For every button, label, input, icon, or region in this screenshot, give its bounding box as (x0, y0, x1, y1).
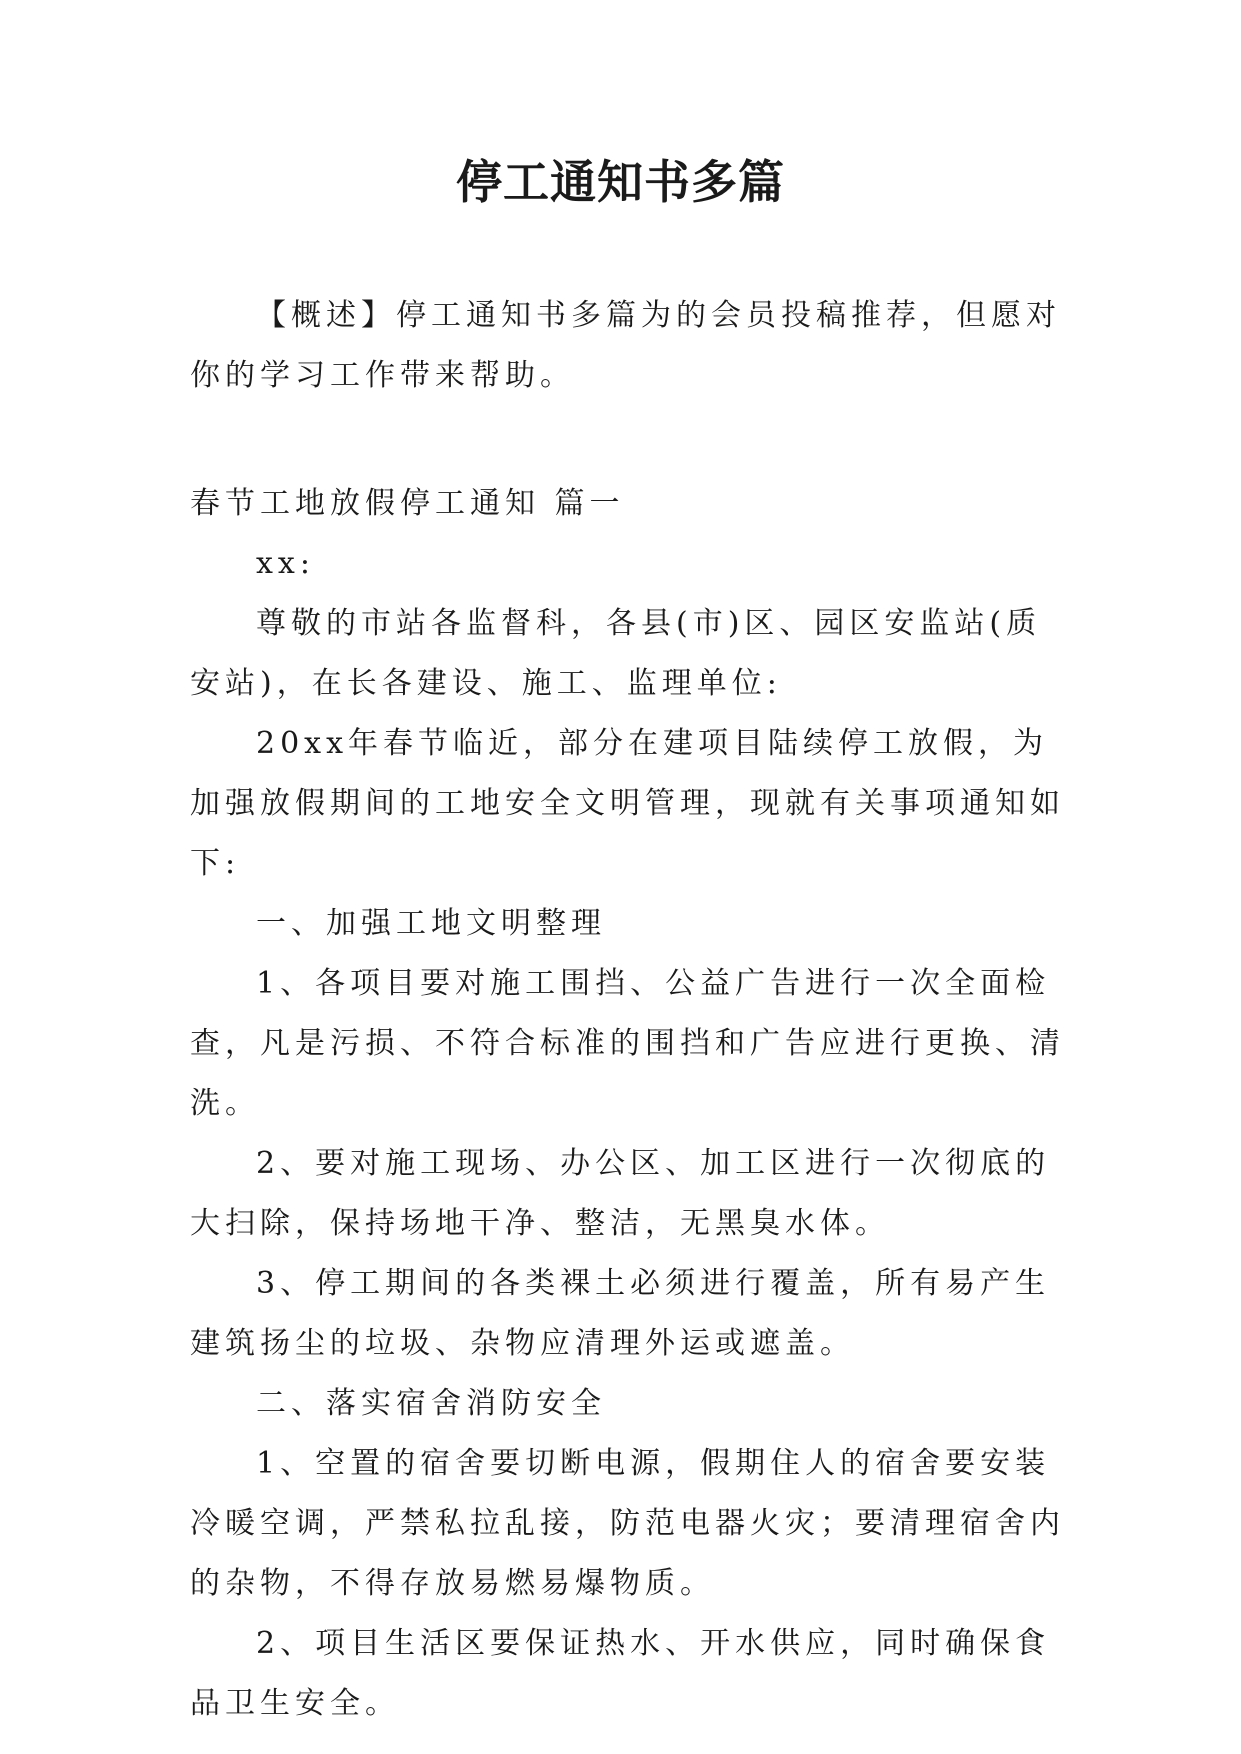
subheading-2: 二、落实宿舍消防安全 (256, 1386, 606, 1421)
item-paragraph: 2、项目生活区要保证热水、开水供应，同时确保食品卫生安全。 (190, 1626, 1051, 1721)
document-body (190, 286, 1070, 1734)
item-paragraph: 2、要对施工现场、办公区、加工区进行一次彻底的大扫除，保持场地干净、整洁，无黑臭水体。 (190, 1146, 1051, 1241)
summary-paragraph: 【概述】停工通知书多篇为的会员投稿推荐，但愿对你的学习工作带来帮助。 (190, 298, 1061, 393)
subheading-1: 一、加强工地文明整理 (256, 906, 606, 941)
addressee-paragraph: 尊敬的市站各监督科，各县(市)区、园区安监站(质安站)，在长各建设、施工、监理单位: (190, 606, 1042, 701)
salutation: xx: (256, 546, 315, 581)
section-heading: 春节工地放假停工通知 篇一 (190, 486, 625, 521)
item-paragraph: 3、停工期间的各类裸土必须进行覆盖，所有易产生建筑扬尘的垃圾、杂物应清理外运或遮盖。 (190, 1266, 1051, 1361)
item-paragraph: 1、各项目要对施工围挡、公益广告进行一次全面检查，凡是污损、不符合标准的围挡和广告应进行更换、清洗。 (190, 966, 1065, 1121)
item-paragraph: 1、空置的宿舍要切断电源，假期住人的宿舍要安装冷暖空调，严禁私拉乱接，防范电器火灾；要清理宿舍内的杂物，不得存放易燃易爆物质。 (190, 1446, 1065, 1601)
document-title: 停工通知书多篇 (456, 155, 785, 209)
intro-paragraph: 20xx年春节临近，部分在建项目陆续停工放假，为加强放假期间的工地安全文明管理，现就有关事项通知如下: (190, 726, 1065, 881)
